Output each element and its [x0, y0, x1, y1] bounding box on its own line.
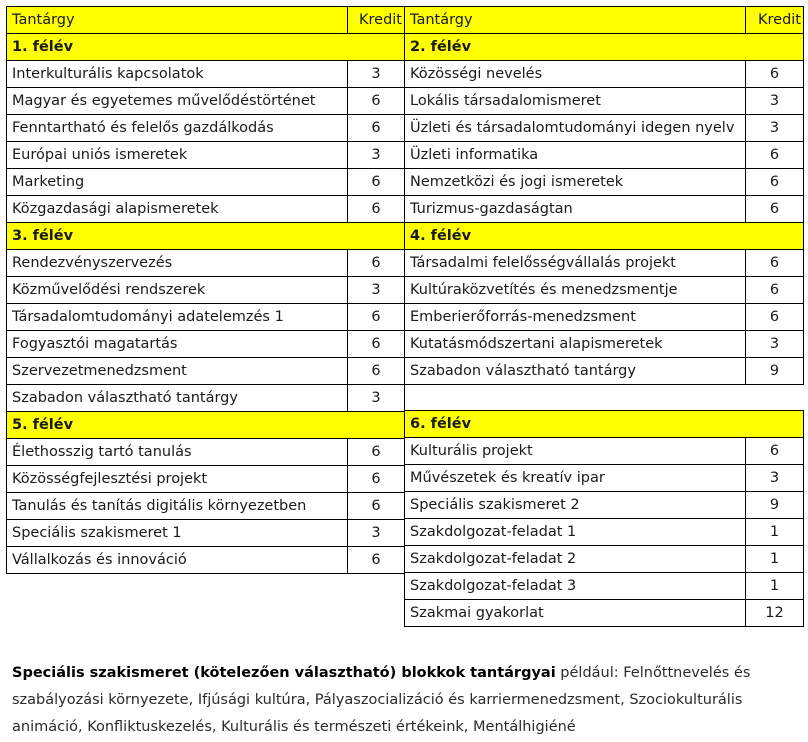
course-row: [7, 520, 405, 547]
course-name: Művészetek és kreatív ipar: [405, 465, 746, 492]
course-name: Szabadon választható tantárgy: [7, 385, 348, 412]
course-credit: 3: [348, 142, 405, 169]
course-row: [405, 250, 804, 277]
course-credit: 3: [348, 61, 405, 88]
semester-title: 4. félév: [405, 223, 804, 250]
empty-row: [405, 385, 804, 411]
course-credit: 6: [746, 142, 804, 169]
course-row: [7, 358, 405, 385]
course-name: Közösségfejlesztési projekt: [7, 466, 348, 493]
elective-note-title: Speciális szakismeret (kötelezően választható) blokkok tantárgyai: [12, 665, 556, 681]
course-name: Emberierőforrás-menedzsment: [405, 304, 746, 331]
semester-title: 3. félév: [7, 223, 405, 250]
semester-row: [7, 34, 405, 61]
course-row: [7, 88, 405, 115]
course-row: [405, 142, 804, 169]
semester-row: [405, 411, 804, 438]
course-row: [7, 466, 405, 493]
course-name: Tanulás és tanítás digitális környezetben: [7, 493, 348, 520]
course-row: [7, 277, 405, 304]
elective-note-text: például: Felnőttnevelés és szabályozási környezete, Ifjúsági kultúra, Pályaszocializáció és karriermenedzsment, Szociokulturális animáció, Konfliktuskezelés, Kulturális és természeti értékeink, Mentálhigiéné: [12, 665, 751, 735]
course-row: [7, 304, 405, 331]
table-header-row: [7, 7, 405, 34]
course-name: Kultúraközvetítés és menedzsmentje: [405, 277, 746, 304]
course-row: [7, 115, 405, 142]
course-row: [405, 492, 804, 519]
credit-column-header: Kredit: [348, 7, 405, 34]
course-credit: 3: [348, 385, 405, 412]
course-row: [405, 88, 804, 115]
left-curriculum-table: [6, 6, 405, 574]
semester-title: 5. félév: [7, 412, 405, 439]
course-row: [405, 358, 804, 385]
course-name: Magyar és egyetemes művelődéstörténet: [7, 88, 348, 115]
course-credit: 6: [348, 466, 405, 493]
course-name: Társadalmi felelősségvállalás projekt: [405, 250, 746, 277]
table-header-row: [405, 7, 804, 34]
semester-title: 6. félév: [405, 411, 804, 438]
course-name: Marketing: [7, 169, 348, 196]
course-row: [7, 169, 405, 196]
course-name: Közösségi nevelés: [405, 61, 746, 88]
top-crop-mask: [0, 0, 808, 5]
course-row: [405, 115, 804, 142]
course-row: [7, 61, 405, 88]
course-credit: 1: [746, 573, 804, 600]
course-credit: 6: [746, 304, 804, 331]
subject-column-header: Tantárgy: [405, 7, 746, 34]
course-name: Szakdolgozat-feladat 3: [405, 573, 746, 600]
course-row: [405, 465, 804, 492]
course-row: [405, 169, 804, 196]
course-name: Vállalkozás és innováció: [7, 547, 348, 574]
course-credit: 9: [746, 492, 804, 519]
empty-cell: [405, 385, 804, 411]
course-row: [7, 547, 405, 574]
course-name: Lokális társadalomismeret: [405, 88, 746, 115]
course-row: [405, 438, 804, 465]
course-credit: 1: [746, 519, 804, 546]
course-row: [7, 493, 405, 520]
course-name: Szakdolgozat-feladat 1: [405, 519, 746, 546]
course-credit: 6: [348, 169, 405, 196]
course-row: [7, 196, 405, 223]
course-credit: 6: [348, 88, 405, 115]
semester-row: [7, 223, 405, 250]
course-name: Üzleti informatika: [405, 142, 746, 169]
course-credit: 6: [746, 169, 804, 196]
course-row: [405, 304, 804, 331]
course-name: Rendezvényszervezés: [7, 250, 348, 277]
course-name: Üzleti és társadalomtudományi idegen nyelv: [405, 115, 746, 142]
course-credit: 6: [746, 196, 804, 223]
course-name: Interkulturális kapcsolatok: [7, 61, 348, 88]
course-row: [7, 250, 405, 277]
course-name: Szakmai gyakorlat: [405, 600, 746, 627]
course-name: Nemzetközi és jogi ismeretek: [405, 169, 746, 196]
course-row: [405, 277, 804, 304]
course-credit: 3: [746, 115, 804, 142]
course-name: Társadalomtudományi adatelemzés 1: [7, 304, 348, 331]
course-credit: 6: [746, 277, 804, 304]
semester-title: 1. félév: [7, 34, 405, 61]
course-credit: 12: [746, 600, 804, 627]
course-name: Kulturális projekt: [405, 438, 746, 465]
course-name: Szervezetmenedzsment: [7, 358, 348, 385]
course-name: Fogyasztói magatartás: [7, 331, 348, 358]
course-name: Speciális szakismeret 1: [7, 520, 348, 547]
course-credit: 3: [348, 520, 405, 547]
course-credit: 1: [746, 546, 804, 573]
course-name: Élethosszig tartó tanulás: [7, 439, 348, 466]
course-name: Közművelődési rendszerek: [7, 277, 348, 304]
course-credit: 6: [348, 358, 405, 385]
course-row: [405, 196, 804, 223]
semester-row: [405, 223, 804, 250]
course-credit: 3: [348, 277, 405, 304]
course-row: [7, 439, 405, 466]
course-name: Közgazdasági alapismeretek: [7, 196, 348, 223]
course-credit: 9: [746, 358, 804, 385]
course-credit: 6: [746, 438, 804, 465]
subject-column-header: Tantárgy: [7, 7, 348, 34]
course-row: [405, 519, 804, 546]
course-row: [405, 600, 804, 627]
elective-note: [12, 660, 802, 741]
course-name: Szakdolgozat-feladat 2: [405, 546, 746, 573]
course-credit: 6: [348, 250, 405, 277]
course-credit: 6: [348, 547, 405, 574]
course-credit: 6: [746, 250, 804, 277]
semester-row: [7, 412, 405, 439]
course-credit: 6: [348, 304, 405, 331]
course-credit: 6: [746, 61, 804, 88]
course-name: Európai uniós ismeretek: [7, 142, 348, 169]
course-credit: 6: [348, 196, 405, 223]
credit-column-header: Kredit: [746, 7, 804, 34]
course-credit: 3: [746, 88, 804, 115]
course-credit: 6: [348, 331, 405, 358]
course-credit: 6: [348, 493, 405, 520]
course-credit: 6: [348, 115, 405, 142]
course-credit: 6: [348, 439, 405, 466]
course-credit: 3: [746, 465, 804, 492]
course-name: Speciális szakismeret 2: [405, 492, 746, 519]
course-row: [405, 546, 804, 573]
course-row: [405, 573, 804, 600]
course-row: [405, 331, 804, 358]
course-name: Fenntartható és felelős gazdálkodás: [7, 115, 348, 142]
course-row: [7, 142, 405, 169]
semester-title: 2. félév: [405, 34, 804, 61]
semester-row: [405, 34, 804, 61]
course-name: Kutatásmódszertani alapismeretek: [405, 331, 746, 358]
course-row: [7, 331, 405, 358]
course-credit: 3: [746, 331, 804, 358]
right-curriculum-table: [404, 6, 804, 627]
course-row: [405, 61, 804, 88]
course-name: Turizmus-gazdaságtan: [405, 196, 746, 223]
course-row: [7, 385, 405, 412]
course-name: Szabadon választható tantárgy: [405, 358, 746, 385]
